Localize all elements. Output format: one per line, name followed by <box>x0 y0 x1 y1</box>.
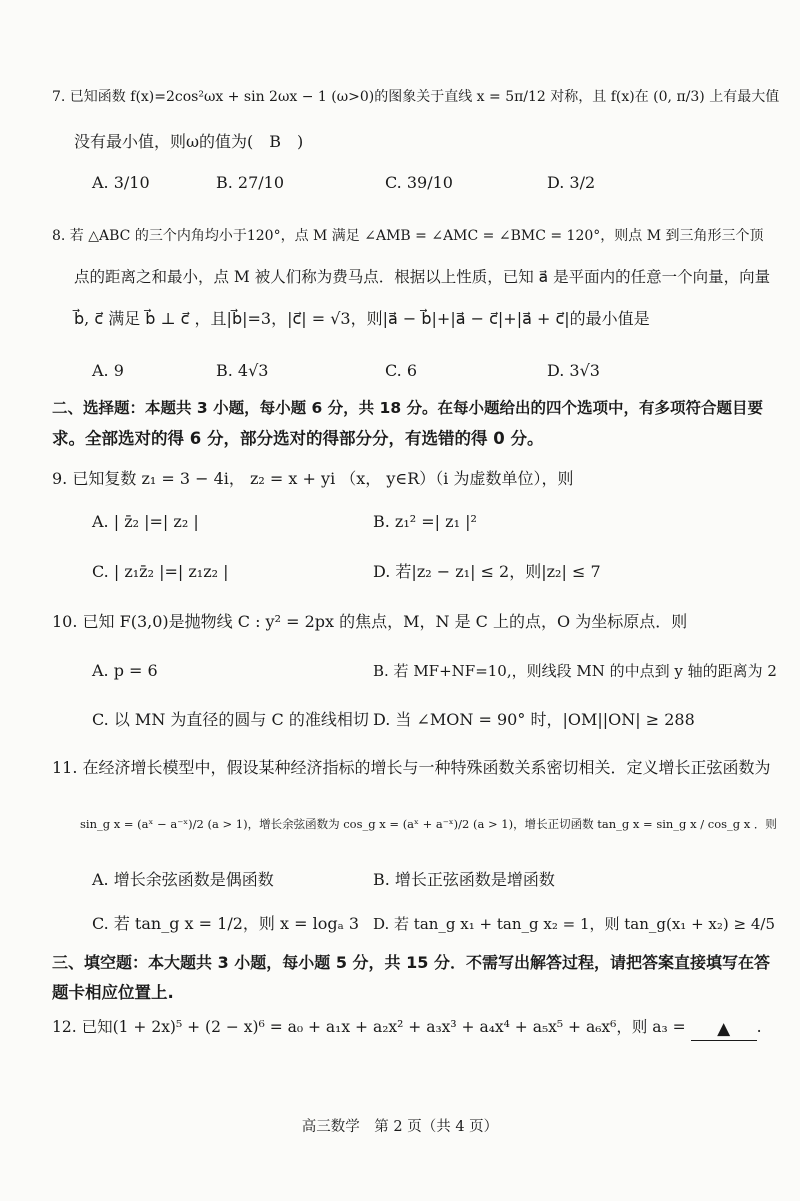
q10-option-d: D. 当 ∠MON = 90° 时，|OM||ON| ≥ 288 <box>373 710 695 729</box>
q7-option-b: B. 27/10 <box>216 173 285 192</box>
q7-option-c: C. 39/10 <box>385 173 453 192</box>
q11-option-d: D. 若 tan_g x₁ + tan_g x₂ = 1，则 tan_g(x₁ + x₂) ≥ 4/5 <box>373 915 775 933</box>
q9-option-c: C. | z₁z̄₂ |=| z₁z₂ | <box>92 562 229 581</box>
q11-option-b: B. 增长正弦函数是增函数 <box>373 870 555 889</box>
q10-option-a: A. p = 6 <box>92 661 158 680</box>
section2-line1: 二、选择题：本题共 3 小题，每小题 6 分，共 18 分。在每小题给出的四个选项中，有多项符合题目要 <box>52 399 764 417</box>
q11-line1: 11. 在经济增长模型中，假设某种经济指标的增长与一种特殊函数关系密切相关．定义增长正弦函数为 <box>52 758 771 777</box>
q8-line3: b⃗, c⃗ 满足 b⃗ ⊥ c⃗ ，且|b⃗|=3，|c⃗| = √3，则|a⃗ − b⃗|+|a⃗ − c⃗|+|a⃗ + c⃗|的最小值是 <box>74 309 650 328</box>
section3-line1: 三、填空题：本大题共 3 小题，每小题 5 分，共 15 分．不需写出解答过程，请把答案直接填写在答 <box>52 953 770 972</box>
q8-line2: 点的距离之和最小，点 M 被人们称为费马点．根据以上性质，已知 a⃗ 是平面内的任意一个向量，向量 <box>74 268 771 286</box>
q7-line1: 7. 已知函数 f(x)=2cos²ωx + sin 2ωx − 1 (ω>0)的图象关于直线 x = 5π/12 对称，且 f(x)在 (0, π/3) 上有最大值 <box>52 89 780 105</box>
q8-option-d: D. 3√3 <box>547 361 600 380</box>
triangle-icon: ▲ <box>717 1019 731 1039</box>
q11-option-a: A. 增长余弦函数是偶函数 <box>92 870 274 889</box>
q10-line1: 10. 已知 F(3,0)是抛物线 C : y² = 2px 的焦点，M，N 是 C 上的点，O 为坐标原点．则 <box>52 612 688 631</box>
q11-line2: sin_g x = (aˣ − a⁻ˣ)/2 (a > 1)，增长余弦函数为 cos_g x = (aˣ + a⁻ˣ)/2 (a > 1)，增长正切函数 tan_g x = sin_g x / cos_g x ．则 <box>80 817 777 831</box>
q9-option-a: A. | z̄₂ |=| z₂ | <box>92 512 199 531</box>
q12-answer-blank <box>691 1018 757 1041</box>
q8-line1: 8. 若 △ABC 的三个内角均小于120°，点 M 满足 ∠AMB = ∠AMC = ∠BMC = 120°，则点 M 到三角形三个顶 <box>52 228 764 244</box>
section3-line2: 题卡相应位置上. <box>52 983 174 1002</box>
q8-option-a: A. 9 <box>92 361 124 380</box>
q7-line2: 没有最小值，则ω的值为( B ) <box>74 132 304 151</box>
q9-option-d: D. 若|z₂ − z₁| ≤ 2，则|z₂| ≤ 7 <box>373 562 601 581</box>
page-footer: 高三数学 第 2 页（共 4 页） <box>301 1119 499 1135</box>
q8-option-b: B. 4√3 <box>216 361 269 380</box>
q12-line1 <box>52 1016 762 1039</box>
q7-option-a: A. 3/10 <box>92 173 150 192</box>
section2-line2: 求。全部选对的得 6 分，部分选对的得部分分，有选错的得 0 分。 <box>52 429 544 448</box>
q12-text: 12. 已知(1 + 2x)⁵ + (2 − x)⁶ = a₀ + a₁x + a₂x² + a₃x³ + a₄x⁴ + a₅x⁵ + a₆x⁶，则 a₃ = <box>52 1018 686 1036</box>
q10-option-b: B. 若 MF+NF=10,，则线段 MN 的中点到 y 轴的距离为 2 <box>373 662 777 680</box>
q8-option-c: C. 6 <box>385 361 418 380</box>
q9-option-b: B. z₁² =| z₁ |² <box>373 512 477 531</box>
q10-option-c: C. 以 MN 为直径的圆与 C 的准线相切 <box>92 710 369 729</box>
q7-option-d: D. 3/2 <box>547 173 596 192</box>
q11-option-c: C. 若 tan_g x = 1/2，则 x = logₐ 3 <box>92 914 360 933</box>
q9-line1: 9. 已知复数 z₁ = 3 − 4i， z₂ = x + yi （x， y∈R）（i 为虚数单位），则 <box>52 469 574 488</box>
q12-period: . <box>756 1018 762 1036</box>
